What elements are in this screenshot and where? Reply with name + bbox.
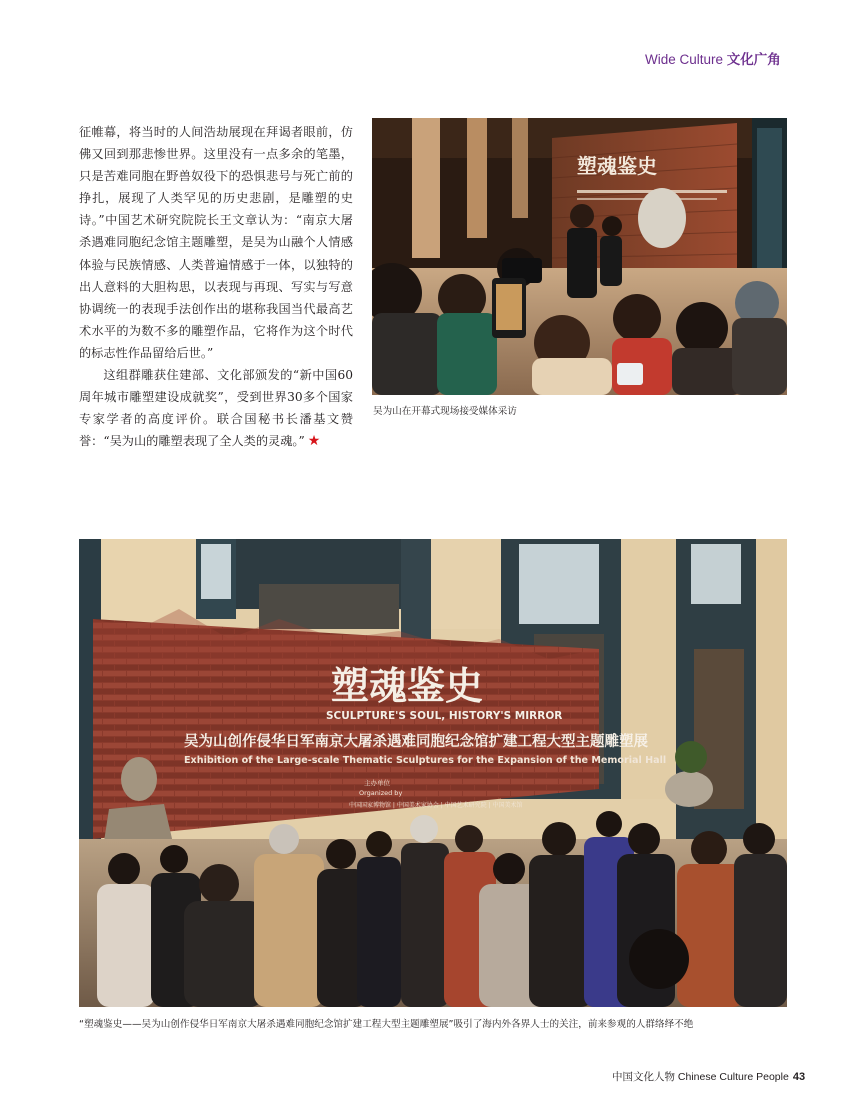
photo1-banner-title: 塑魂鉴史 — [577, 154, 657, 178]
photo2-organizer-line: 中国国家博物馆 | 中国美术家协会 | 中国艺术研究院 | 中国美术馆 — [349, 802, 523, 809]
article-paragraph-1: 征帷幕，将当时的人间浩劫展现在拜谒者眼前，仿佛又回到那悲惨世界。这里没有一点多余的笔墨，只是苦难同胞在野兽奴役下的恐惧悲号与死亡前的挣扎，展现了人类罕见的历史悲剧，是雕塑的史诗。”中国艺术研究院院长王文章认为：“南京大屠杀遇难同胞纪念馆主题雕塑，是吴为山融个人情感体验与民族情感、人类普遍情感于一体，以独特的出人意料的大胆构思，以表现与再现、写实与写意协调统一的表现手法创作出的堪称我国当代最高艺术水平的为数不多的雕塑作品，它将作为这个时代的标志性作品留给后世。” — [79, 125, 353, 360]
photo1-caption: 吴为山在开幕式现场接受媒体采访 — [373, 406, 517, 417]
end-mark-star-icon: ★ — [307, 433, 321, 450]
photo-media-interview — [372, 118, 787, 395]
section-title-cn: 文化广角 — [726, 52, 781, 67]
photo2-organizer-label-en: Organized by — [359, 789, 403, 797]
photo-exhibition-crowd-drawing — [79, 539, 787, 1007]
page-number: 43 — [792, 1071, 806, 1083]
photo2-caption: “塑魂鉴史——吴为山创作侵华日军南京大屠杀遇难同胞纪念馆扩建工程大型主题雕塑展”吸引了海内外各界人士的关注，前来参观的人群络绎不绝 — [79, 1019, 694, 1030]
photo-media-interview-drawing — [372, 118, 787, 395]
photo2-banner-subtitle-en: SCULPTURE'S SOUL, HISTORY'S MIRROR — [326, 710, 563, 722]
section-header — [645, 48, 805, 68]
article-body — [79, 121, 353, 452]
photo2-banner-title: 塑魂鉴史 — [331, 664, 484, 708]
magazine-name: 中国文化人物 Chinese Culture People — [612, 1071, 789, 1083]
article-paragraph-2-text: 这组群雕获住建部、文化部颁发的“新中国60周年城市雕塑建设成就奖”，受到世界30多个国家专家学者的高度评价。联合国秘书长潘基文赞誉：“吴为山的雕塑表现了全人类的灵魂。” — [79, 368, 353, 449]
article-paragraph-2 — [79, 364, 353, 452]
photo2-banner-line-cn: 吴为山创作侵华日军南京大屠杀遇难同胞纪念馆扩建工程大型主题雕塑展 — [184, 734, 648, 750]
photo-exhibition-crowd — [79, 539, 787, 1007]
photo2-banner-line-en: Exhibition of the Large-scale Thematic Sculptures for the Expansion of the Memorial Hall — [184, 755, 667, 766]
section-title-en: Wide Culture — [645, 52, 724, 67]
page-footer — [612, 1069, 805, 1084]
photo2-organizer-label-cn: 主办单位 — [364, 779, 390, 787]
